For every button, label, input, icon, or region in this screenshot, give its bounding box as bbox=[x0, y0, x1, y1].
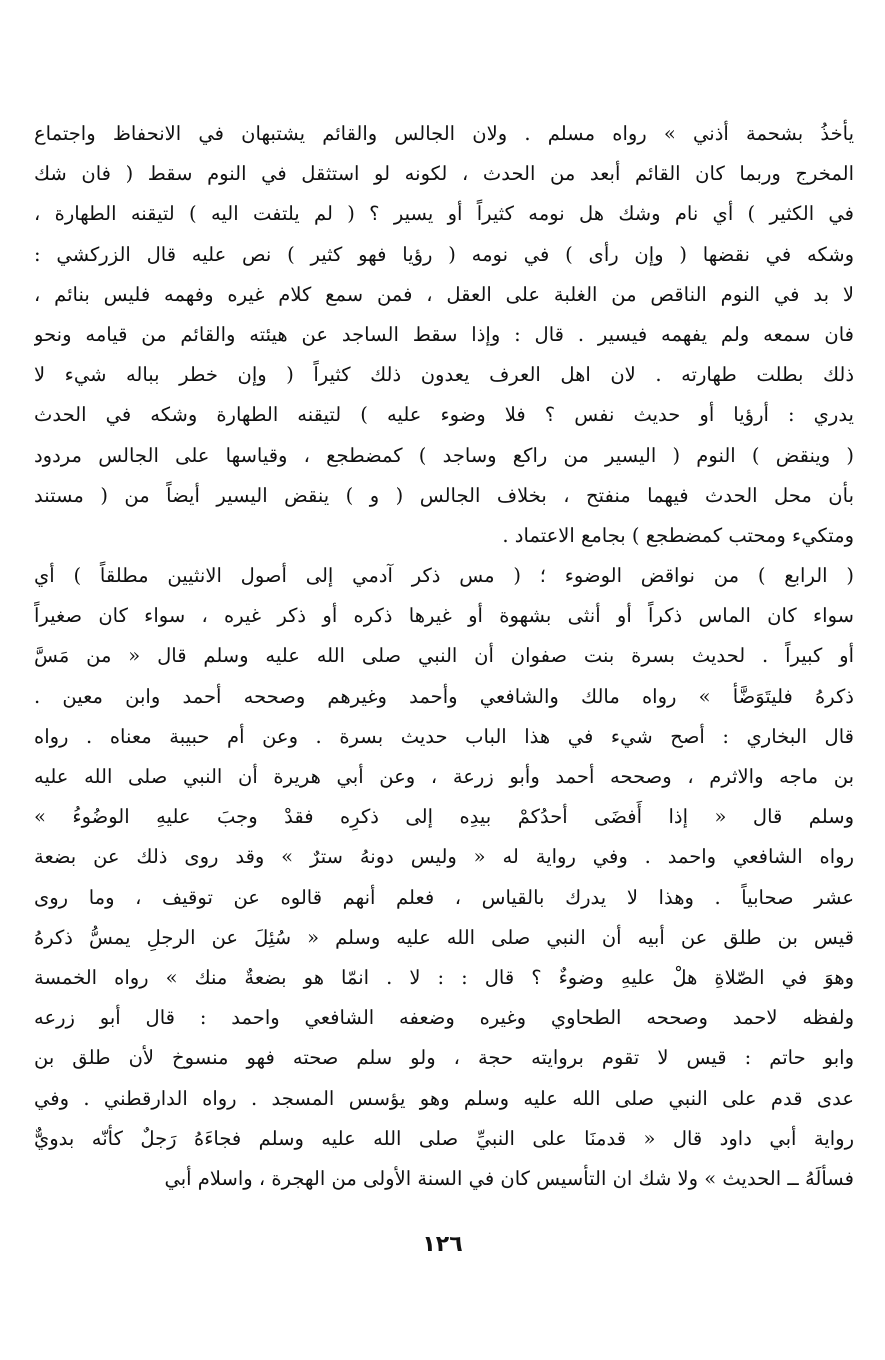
text-line: وشكه في نقضها ( وإن رأى ) في نومه ( رؤيا فهو كثير ) نص عليه قال الزركشي : bbox=[34, 242, 854, 266]
paragraph bbox=[34, 114, 854, 556]
text-line: فسألَهُ ــ الحديث » ولا شك ان التأسيس كان في السنة الأولى من الهجرة ، واسلام أبي bbox=[164, 1166, 854, 1190]
text-line: ( الرابع ) من نواقض الوضوء ؛ ( مس ذكر آدمي إلى أصول الانثيين مطلقاً ) أي bbox=[34, 564, 854, 588]
text-line: عشر صحابياً . وهذا لا يدرك بالقياس ، فعلم أنهم قالوه عن توقيف ، وما روى bbox=[34, 885, 854, 909]
text-line: وهوَ في الصّلاةِ هلْ عليهِ وضوءٌ ؟ قال : : لا . انمّا هو بضعةٌ منك » رواه الخمسة bbox=[34, 965, 854, 989]
text-line: رواية أبي داود قال « قدمنَا على النبيِّ صلى الله عليه وسلم فجاءَهُ رَجلٌ كأنّه بدويٌّ bbox=[34, 1126, 854, 1150]
text-line: أو كبيراً . لحديث بسرة بنت صفوان أن النبي صلى الله عليه وسلم قال « من مَسَّ bbox=[34, 644, 854, 668]
text-line: في الكثير ) أي نام وشك هل نومه كثيراً أو يسير ؟ ( لم يلتفت اليه ) لتيقنه الطهارة ، bbox=[34, 202, 854, 226]
text-line: ولفظه لاحمد وصححه الطحاوي وغيره وضعفه الشافعي واحمد : قال أبو زرعه bbox=[34, 1006, 854, 1030]
text-line: يدري : أرؤيا أو حديث نفس ؟ فلا وضوء عليه ) لتيقنه الطهارة وشكه في الحدث bbox=[34, 403, 854, 427]
text-line: بن ماجه والاثرم ، وصححه أحمد وأبو زرعة ، وعن أبي هريرة أن النبي صلى الله عليه bbox=[34, 765, 854, 788]
body-text bbox=[34, 114, 854, 1199]
text-line: المخرج وربما كان القائم أبعد من الحدث ، لكونه لو استثقل في النوم سقط ( فان شك bbox=[34, 162, 854, 186]
text-line: بأن محل الحدث فيهما منفتح ، بخلاف الجالس ( و ) ينقض اليسير أيضاً من ( مستند bbox=[34, 483, 854, 507]
text-line: ذلك بطلت طهارته . لان اهل العرف يعدون ذلك كثيراً ( وإن خطر بباله شيء لا bbox=[34, 363, 854, 387]
text-line: ومتكيء ومحتب كمضطجع ) بجامع الاعتماد . bbox=[502, 523, 854, 547]
text-line: قيس بن طلق عن أبيه أن النبي صلى الله عليه وسلم « سُئِلَ عن الرجلِ يمسُّ ذكرهُ bbox=[34, 925, 854, 949]
text-line: وسلم قال « إذا أَفضَى أحدُكمْ بيدِه إلى ذكرِه فقدْ وجبَ عليهِ الوضُوءُ » bbox=[34, 805, 854, 829]
text-line: ذكرهُ فليتَوَضَّأ » رواه مالك والشافعي وأحمد وغيرهم وصححه أحمد وابن معين . bbox=[34, 684, 854, 708]
text-line: سواء كان الماس ذكراً أو أنثى بشهوة أو غيرها ذكره أو ذكر غيره ، سواء كان صغيراً bbox=[34, 604, 854, 628]
text-line: يأخذُ بشحمة أذني » رواه مسلم . ولان الجالس والقائم يشتبهان في الانحفاظ واجتماع bbox=[34, 122, 854, 145]
page-number: ١٢٦ bbox=[422, 1232, 463, 1257]
text-line: فان سمعه ولم يفهمه فيسير . قال : وإذا سقط الساجد عن هيئته والقائم من قيامه ونحو bbox=[34, 322, 854, 346]
text-line: عدى قدم على النبي صلى الله عليه وسلم وهو يؤسس المسجد . رواه الدارقطني . وفي bbox=[34, 1086, 854, 1110]
text-line: لا بد في النوم الناقص من الغلبة على العقل ، فمن سمع كلام غيره وفهمه فليس بنائم ، bbox=[34, 282, 854, 306]
text-line: رواه الشافعي واحمد . وفي رواية له « وليس دونهُ سترٌ » وقد روى ذلك عن بضعة bbox=[34, 845, 854, 869]
text-line: ( وينقض ) النوم ( اليسير من راكع وساجد ) كمضطجع ، وقياسها على الجالس مردود bbox=[34, 443, 854, 467]
text-line: وابو حاتم : قيس لا تقوم بروايته حجة ، ولو سلم صحته فهو منسوخ لأن طلق بن bbox=[34, 1046, 854, 1070]
paragraph bbox=[34, 556, 854, 1199]
text-line: قال البخاري : أصح شيء في هذا الباب حديث بسرة . وعن أم حبيبة معناه . رواه bbox=[34, 724, 854, 748]
